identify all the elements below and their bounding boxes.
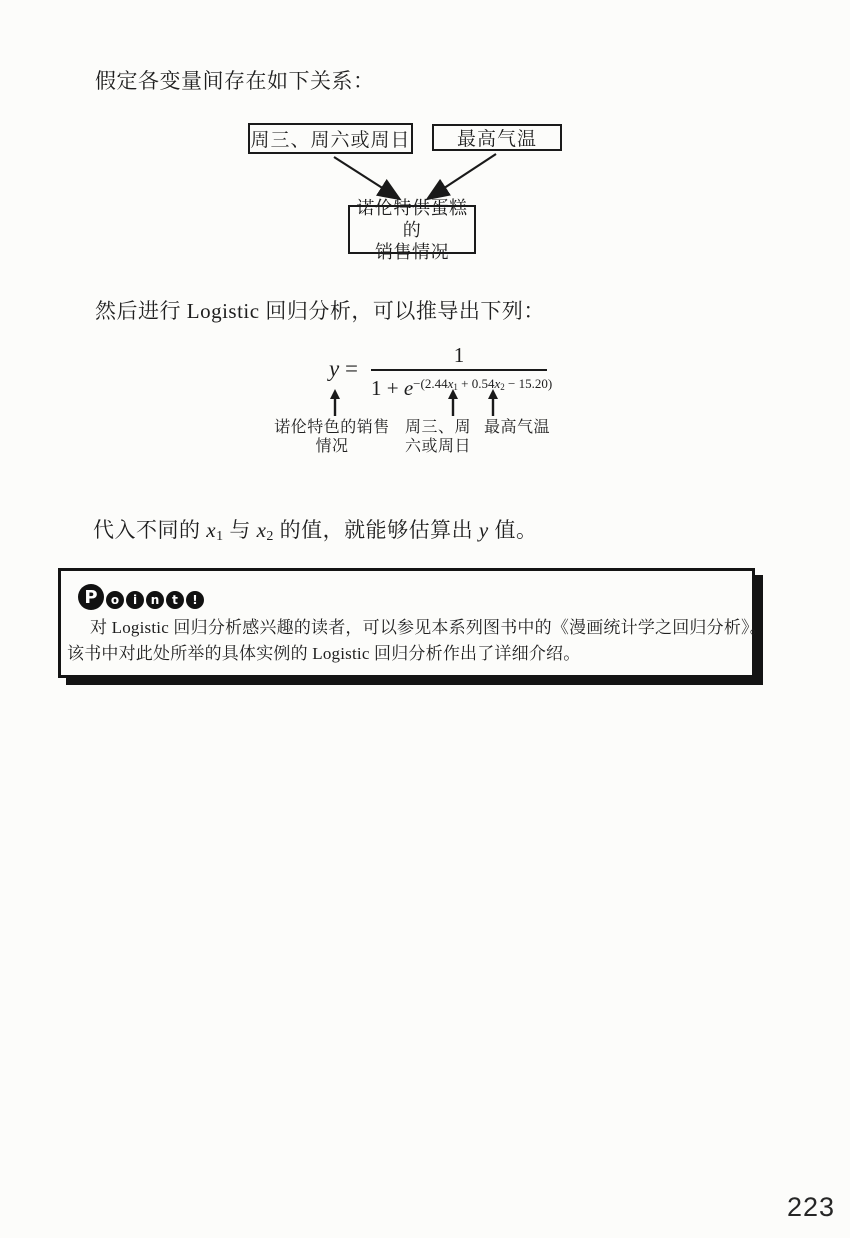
point-text-line1: 对 Logistic 回归分析感兴趣的读者，可以参见本系列图书中的《漫画统计学之回归分析》。 (90, 618, 767, 637)
page-number: 223 (787, 1192, 836, 1222)
substitution-x2: x (256, 518, 267, 542)
substitution-x1: x (206, 518, 217, 542)
substitution-y: y (478, 518, 489, 542)
diagram-temperature-label: 最高气温 (456, 129, 537, 150)
diagram-sales-label-line2: 销售情况 (375, 241, 449, 262)
formula-label-weekday-line2: 六或周日 (405, 438, 472, 455)
exponent (413, 376, 552, 391)
substitution-part2: 与 (223, 518, 257, 542)
exponent-part2: + 0.54 (457, 376, 495, 391)
formula-label-sales-line2: 情况 (315, 438, 349, 455)
up-arrow-icon (447, 389, 459, 416)
denominator-e: e (403, 376, 414, 400)
fraction-numerator: 1 (371, 343, 547, 371)
arrow-weekday-to-sales-icon (334, 157, 398, 198)
point-letter-t: t (166, 591, 184, 609)
exponent-x2: x (494, 376, 501, 391)
substitution-part3: 的值，就能够估算出 (273, 518, 479, 542)
up-arrow-icon (329, 389, 341, 416)
point-letter-p: P (78, 584, 104, 610)
point-letter-n: n (146, 591, 164, 609)
exponent-x1-subscript: 1 (453, 382, 458, 392)
formula-y-variable: y (329, 356, 340, 381)
formula-equals-sign: = (344, 356, 358, 381)
formula-label-temperature (478, 418, 556, 437)
substitution-x1-subscript: 1 (216, 529, 224, 544)
formula-label-weekday (405, 418, 471, 456)
up-arrow-icon (487, 389, 499, 416)
diagram-weekday-box (248, 123, 413, 154)
exponent-x1: x (447, 376, 454, 391)
formula-lhs (329, 357, 358, 381)
point-text-line2: 该书中对此处所举的具体实例的 Logistic 回归分析作出了详细介绍。 (67, 644, 581, 663)
diagram-temperature-box (432, 124, 562, 151)
point-letter-bang: ! (186, 591, 204, 609)
exponent-x2-subscript: 2 (500, 382, 505, 392)
substitution-x2-subscript: 2 (266, 529, 274, 544)
formula-label-temperature-line1: 最高气温 (483, 419, 550, 436)
exponent-part1: −(2.44 (413, 376, 448, 391)
formula-label-sales-line1: 诺伦特色的销售 (274, 419, 390, 436)
substitution-part4: 值。 (488, 518, 538, 542)
substitution-part1: 代入不同的 (93, 518, 207, 542)
point-box (58, 568, 767, 678)
exponent-part3: − 15.20) (504, 376, 553, 391)
arrow-temperature-to-sales-icon (429, 154, 496, 198)
intro-paragraph: 假定各变量间存在如下关系： (95, 69, 375, 93)
point-letter-i: i (126, 591, 144, 609)
point-letter-o: o (106, 591, 124, 609)
diagram-sales-box (348, 197, 476, 262)
substitution-paragraph (93, 515, 537, 552)
formula-label-sales (272, 418, 392, 456)
denominator-one-plus: 1 + (371, 376, 404, 400)
diagram-weekday-label: 周三、周六或周日 (250, 130, 411, 151)
logistic-paragraph: 然后进行 Logistic 回归分析，可以推导出下列： (95, 299, 545, 323)
fraction-denominator (371, 371, 553, 400)
point-text (67, 615, 767, 667)
point-logo (78, 584, 204, 610)
formula-label-weekday-line1: 周三、周 (405, 419, 472, 436)
formula-fraction (371, 343, 553, 400)
diagram-sales-label-line1: 诺伦特供蛋糕的 (356, 197, 468, 240)
